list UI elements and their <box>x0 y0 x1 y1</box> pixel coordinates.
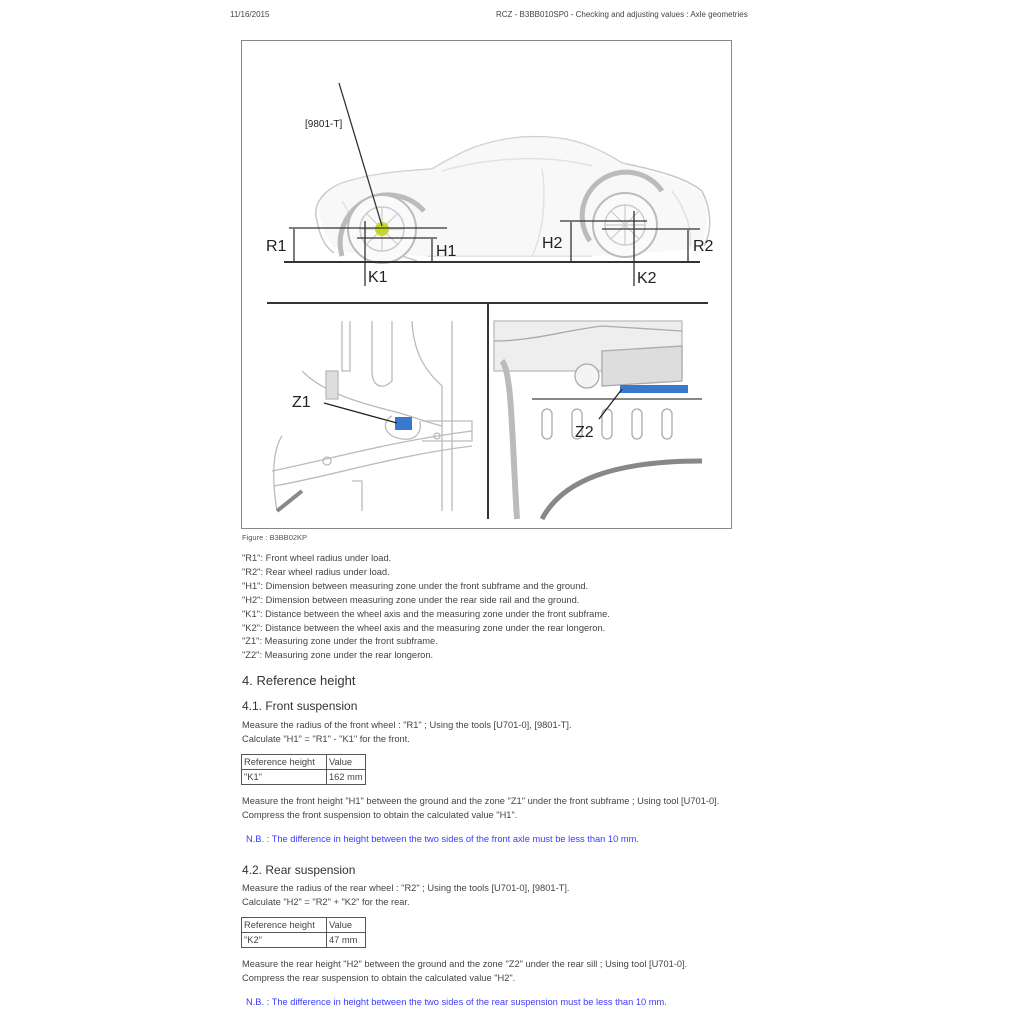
figure-legend <box>242 552 610 663</box>
legend-item: "K1": Distance between the wheel axis and the measuring zone under the front subframe. <box>242 608 610 619</box>
zone-z2-marker <box>620 385 688 393</box>
table-header: Reference height <box>242 755 327 770</box>
figure-axle-geometry <box>241 40 732 529</box>
zone-z1-marker <box>395 417 412 430</box>
document-title: RCZ - B3BB010SP0 - Checking and adjusting values : Axle geometries <box>496 10 748 19</box>
legend-item: "Z1": Measuring zone under the front subframe. <box>242 636 438 647</box>
table-cell: "K1" <box>242 770 327 785</box>
figure-caption: Figure : B3BB02KP <box>242 533 308 542</box>
label-k2: K2 <box>637 270 657 287</box>
label-h1: H1 <box>436 243 457 260</box>
label-r1: R1 <box>266 238 287 255</box>
section-heading: 4. Reference height <box>242 673 356 688</box>
front-note: N.B. : The difference in height between the two sides of the front axle must be less than 10 mm. <box>246 834 639 844</box>
label-z1: Z1 <box>292 394 311 411</box>
tool-label: [9801-T] <box>305 119 343 130</box>
front-reference-table <box>241 754 366 785</box>
table-cell: 47 mm <box>327 933 366 948</box>
table-cell: 162 mm <box>327 770 366 785</box>
table-header: Value <box>327 755 366 770</box>
table-row <box>242 770 366 785</box>
front-suspension-heading: 4.1. Front suspension <box>242 699 358 713</box>
rear-reference-table <box>241 917 366 948</box>
label-r2: R2 <box>693 238 714 255</box>
rear-instruction-3: Measure the rear height "H2" between the ground and the zone "Z2" under the rear sill ; Using tool [U701-0]. <box>242 959 688 969</box>
rear-suspension-heading: 4.2. Rear suspension <box>242 863 356 877</box>
label-k1: K1 <box>368 269 388 286</box>
label-z2: Z2 <box>575 424 594 441</box>
front-instruction-2: Calculate "H1" = "R1" - "K1" for the front. <box>242 734 410 744</box>
table-header: Value <box>327 918 366 933</box>
legend-item: "K2": Distance between the wheel axis and the measuring zone under the rear longeron. <box>242 622 606 633</box>
legend-item: "R1": Front wheel radius under load. <box>242 553 392 563</box>
table-row <box>242 933 366 948</box>
legend-item: "Z2": Measuring zone under the rear longeron. <box>242 650 434 661</box>
legend-item: "H2": Dimension between measuring zone under the rear side rail and the ground. <box>242 594 580 605</box>
table-header-row <box>242 755 366 770</box>
print-date: 11/16/2015 <box>230 10 270 19</box>
legend-item: "H1": Dimension between measuring zone under the front subframe and the ground. <box>242 580 589 591</box>
label-h2: H2 <box>542 235 563 252</box>
front-instruction-1: Measure the radius of the front wheel : "R1" ; Using the tools [U701-0], [9801-T]. <box>242 720 572 730</box>
rear-note: N.B. : The difference in height between the two sides of the rear suspension must be less than 10 mm. <box>246 997 667 1007</box>
car-side-diagram <box>242 41 733 530</box>
front-instruction-3: Measure the front height "H1" between the ground and the zone "Z1" under the front subframe ; Using tool [U701-0]. <box>242 796 720 806</box>
legend-item: "R2": Rear wheel radius under load. <box>242 566 390 577</box>
table-header: Reference height <box>242 918 327 933</box>
rear-longeron-detail <box>494 321 702 519</box>
rear-instruction-2: Calculate "H2" = "R2" + "K2" for the rear. <box>242 897 410 907</box>
rear-instruction-4: Compress the rear suspension to obtain the calculated value "H2". <box>242 973 516 983</box>
front-instruction-4: Compress the front suspension to obtain the calculated value "H1". <box>242 810 518 820</box>
table-header-row <box>242 918 366 933</box>
table-cell: "K2" <box>242 933 327 948</box>
rear-instruction-1: Measure the radius of the rear wheel : "R2" ; Using the tools [U701-0], [9801-T]. <box>242 883 570 893</box>
